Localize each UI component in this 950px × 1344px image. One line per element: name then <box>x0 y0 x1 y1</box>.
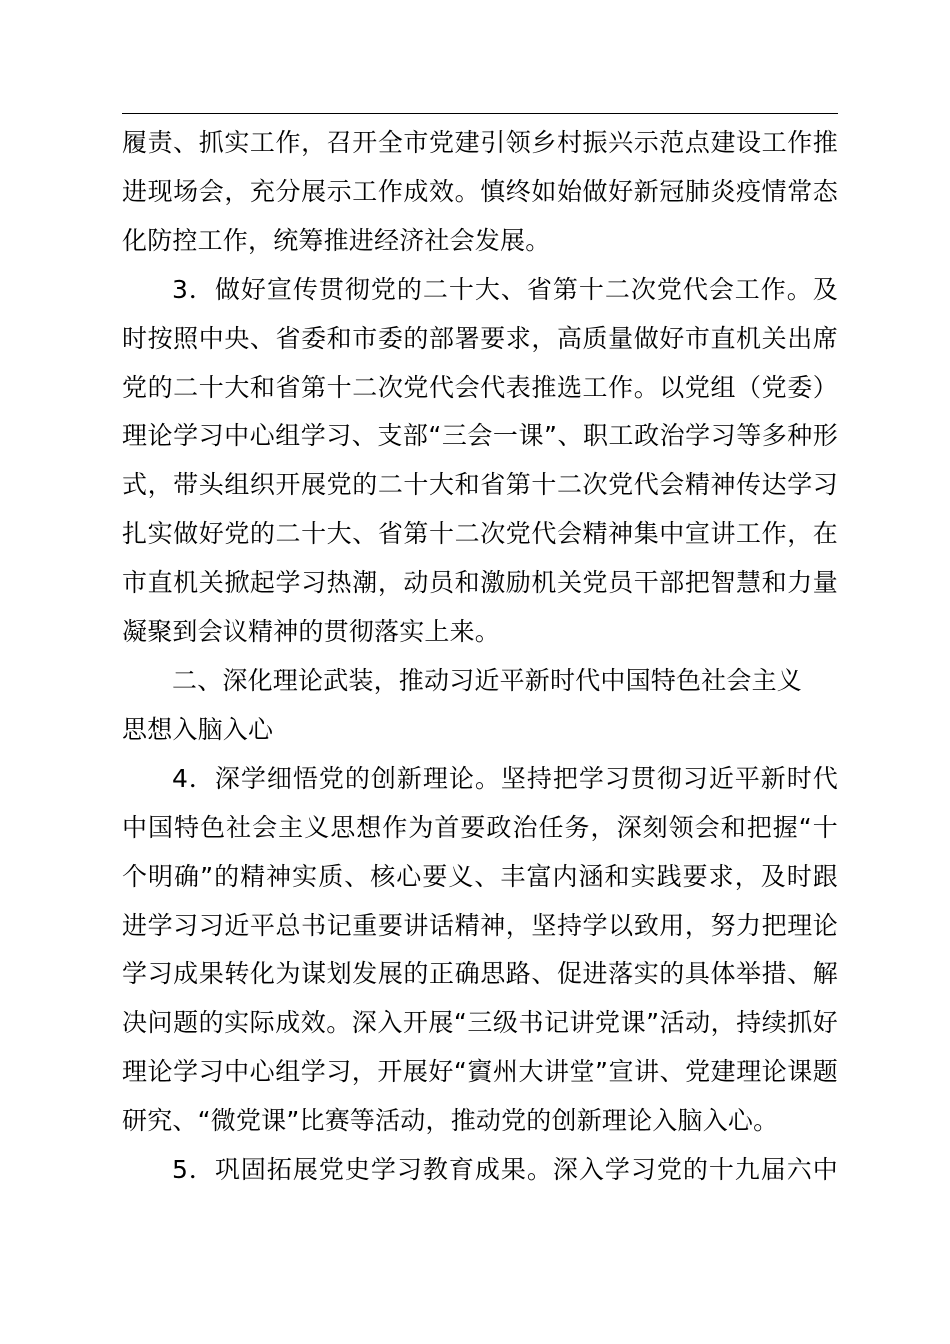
text-line: 5．巩固拓展党史学习教育成果。深入学习党的十九届六中 <box>172 1155 838 1185</box>
paragraph-item-3 <box>122 266 838 657</box>
section-heading-2 <box>122 657 838 755</box>
text-line: 理论学习中心组学习、支部“三会一课”、职工政治学习等多种形 <box>122 421 838 451</box>
document-body <box>122 119 838 1195</box>
paragraph-item-4 <box>122 755 838 1146</box>
paragraph-work-summary <box>122 119 838 266</box>
text-line: 决问题的实际成效。深入开展“三级书记讲党课”活动，持续抓好 <box>122 1008 838 1038</box>
text-line: 学习成果转化为谋划发展的正确思路、促进落实的具体举措、解 <box>122 959 838 989</box>
text-line: 式，带头组织开展党的二十大和省第十二次党代会精神传达学习 <box>122 470 838 500</box>
paragraph-item-5 <box>122 1146 838 1195</box>
text-line: 化防控工作，统筹推进经济社会发展。 <box>122 225 551 255</box>
text-line: 履责、抓实工作，召开全市党建引领乡村振兴示范点建设工作推 <box>122 128 838 157</box>
text-line: 个明确”的精神实质、核心要义、丰富内涵和实践要求，及时跟 <box>122 861 838 891</box>
header-rule <box>122 113 838 114</box>
text-line: 思想入脑入心 <box>122 714 274 744</box>
text-line: 研究、“微党课”比赛等活动，推动党的创新理论入脑入心。 <box>122 1106 779 1136</box>
text-line: 市直机关掀起学习热潮，动员和激励机关党员干部把智慧和力量 <box>122 568 838 598</box>
text-line: 进学习习近平总书记重要讲话精神，坚持学以致用，努力把理论 <box>122 910 838 940</box>
text-line: 凝聚到会议精神的贯彻落实上来。 <box>122 617 501 647</box>
text-line: 党的二十大和省第十二次党代会代表推选工作。以党组（党委） <box>122 372 838 402</box>
text-line: 时按照中央、省委和市委的部署要求，高质量做好市直机关出席 <box>122 323 838 353</box>
text-line: 二、深化理论武装，推动习近平新时代中国特色社会主义 <box>172 665 803 695</box>
text-line: 3．做好宣传贯彻党的二十大、省第十二次党代会工作。及 <box>172 274 838 304</box>
text-line: 进现场会，充分展示工作成效。慎终如始做好新冠肺炎疫情常态 <box>122 176 838 206</box>
text-line: 扎实做好党的二十大、省第十二次党代会精神集中宣讲工作，在 <box>122 519 838 549</box>
text-line: 理论学习中心组学习，开展好“賨州大讲堂”宣讲、党建理论课题 <box>122 1057 838 1087</box>
text-line: 4．深学细悟党的创新理论。坚持把学习贯彻习近平新时代 <box>172 763 838 793</box>
text-line: 中国特色社会主义思想作为首要政治任务，深刻领会和把握“十 <box>122 812 838 842</box>
